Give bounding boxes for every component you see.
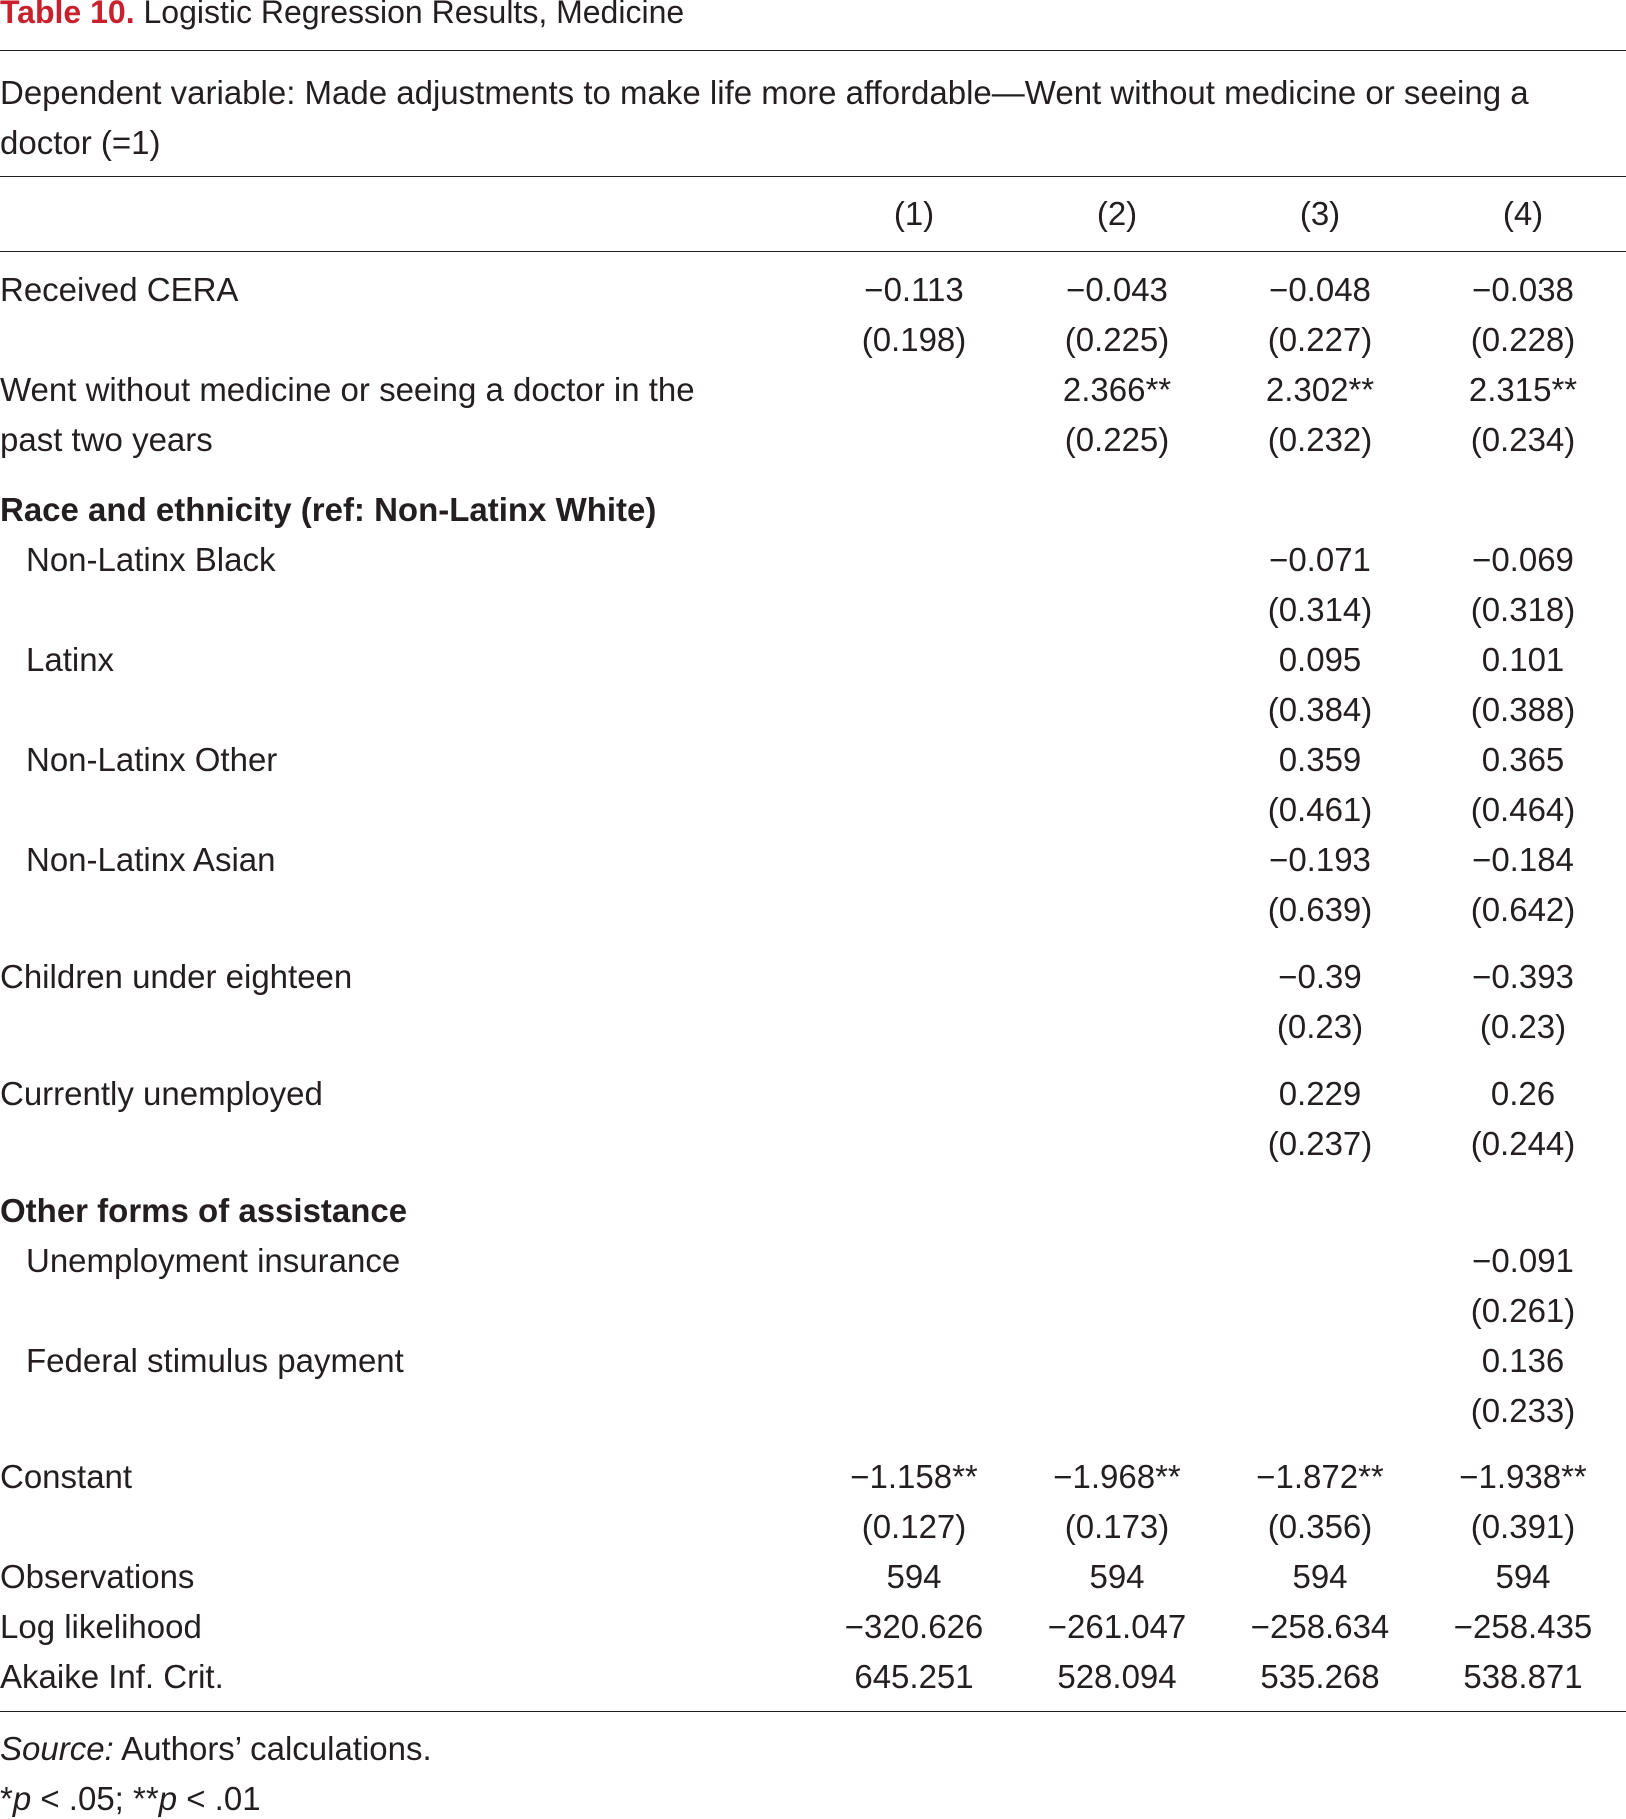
standard-error-cell: (0.127) [861, 1508, 967, 1545]
column-header-2: (2) [1096, 195, 1138, 232]
coefficient-cell: −320.626 [844, 1608, 984, 1645]
column-header-3: (3) [1299, 195, 1341, 232]
standard-error-cell: (0.198) [861, 321, 967, 358]
standard-error-cell: (0.642) [1470, 891, 1576, 928]
standard-error-cell: (0.232) [1267, 421, 1373, 458]
coefficient-cell: −0.048 [1269, 271, 1371, 308]
standard-error-cell: (0.244) [1470, 1125, 1576, 1162]
coefficient-cell: −0.113 [864, 271, 964, 308]
standard-error-cell: (0.228) [1470, 321, 1576, 358]
source-text: Authors’ calculations. [113, 1730, 432, 1767]
standard-error-cell: (0.391) [1470, 1508, 1576, 1545]
standard-error-cell: (0.23) [1479, 1008, 1567, 1045]
coefficient-cell: 594 [886, 1558, 942, 1595]
coefficient-cell: 0.229 [1278, 1075, 1362, 1112]
coefficient-cell: 0.26 [1490, 1075, 1556, 1112]
coefficient-cell: −1.872** [1256, 1458, 1384, 1495]
coefficient-cell: 2.366** [1062, 371, 1172, 408]
table-caption: Logistic Regression Results, Medicine [143, 0, 685, 30]
row-label: Went without medicine or seeing a doctor in the [0, 371, 695, 408]
coefficient-cell: 0.101 [1481, 641, 1565, 678]
row-label: past two years [0, 421, 213, 458]
column-header-1: (1) [893, 195, 935, 232]
coefficient-cell: −258.634 [1250, 1608, 1390, 1645]
coefficient-cell: −258.435 [1453, 1608, 1593, 1645]
row-label: Currently unemployed [0, 1075, 323, 1112]
coefficient-cell: −0.043 [1066, 271, 1168, 308]
dependent-variable-note: Dependent variable: Made adjustments to make life more affordable—Went without medicine or seeing a doctor (=1) [0, 74, 1529, 161]
coefficient-cell: −261.047 [1047, 1608, 1187, 1645]
significance-note: *p < .05; **p < .01 [0, 1780, 261, 1817]
standard-error-cell: (0.23) [1276, 1008, 1364, 1045]
header-bottom-rule [0, 251, 1626, 252]
bottom-rule [0, 1711, 1626, 1712]
coefficient-cell: −1.938** [1459, 1458, 1587, 1495]
row-label: Latinx [26, 641, 115, 678]
coefficient-cell: −1.968** [1053, 1458, 1181, 1495]
coefficient-cell: −0.091 [1472, 1242, 1574, 1279]
section-header: Other forms of assistance [0, 1192, 408, 1229]
row-label: Log likelihood [0, 1608, 202, 1645]
standard-error-cell: (0.261) [1470, 1292, 1576, 1329]
coefficient-cell: −0.39 [1278, 958, 1362, 995]
coefficient-cell: 0.095 [1278, 641, 1362, 678]
section-header: Race and ethnicity (ref: Non-Latinx White) [0, 491, 657, 528]
coefficient-cell: 0.365 [1481, 741, 1565, 778]
source-note [0, 1729, 432, 1769]
coefficient-cell: 0.359 [1278, 741, 1362, 778]
standard-error-cell: (0.464) [1470, 791, 1576, 828]
coefficient-cell: 594 [1089, 1558, 1145, 1595]
coefficient-cell: −0.193 [1269, 841, 1371, 878]
row-label: Children under eighteen [0, 958, 353, 995]
coefficient-cell: −0.038 [1472, 271, 1574, 308]
standard-error-cell: (0.639) [1267, 891, 1373, 928]
header-top-rule [0, 176, 1626, 177]
standard-error-cell: (0.388) [1470, 691, 1576, 728]
standard-error-cell: (0.233) [1470, 1392, 1576, 1429]
row-label: Federal stimulus payment [26, 1342, 404, 1379]
standard-error-cell: (0.318) [1470, 591, 1576, 628]
coefficient-cell: 538.871 [1463, 1658, 1583, 1695]
coefficient-cell: 528.094 [1057, 1658, 1177, 1695]
standard-error-cell: (0.234) [1470, 421, 1576, 458]
coefficient-cell: −0.071 [1269, 541, 1371, 578]
source-label: Source: [0, 1730, 114, 1767]
row-label: Unemployment insurance [26, 1242, 401, 1279]
coefficient-cell: 594 [1292, 1558, 1348, 1595]
row-label: Observations [0, 1558, 195, 1595]
row-label: Received CERA [0, 271, 239, 308]
row-label: Constant [0, 1458, 133, 1495]
table-number: Table 10. [0, 0, 135, 30]
column-header-4: (4) [1502, 195, 1544, 232]
standard-error-cell: (0.384) [1267, 691, 1373, 728]
row-label: Non-Latinx Black [26, 541, 276, 578]
coefficient-cell: −1.158** [850, 1458, 978, 1495]
coefficient-cell: −0.393 [1472, 958, 1574, 995]
top-rule [0, 50, 1626, 51]
coefficient-cell: 0.136 [1481, 1342, 1565, 1379]
standard-error-cell: (0.461) [1267, 791, 1373, 828]
coefficient-cell: 645.251 [854, 1658, 974, 1695]
standard-error-cell: (0.173) [1064, 1508, 1170, 1545]
row-label: Akaike Inf. Crit. [0, 1658, 224, 1695]
table-title [0, 0, 684, 32]
coefficient-cell: −0.184 [1472, 841, 1574, 878]
standard-error-cell: (0.356) [1267, 1508, 1373, 1545]
standard-error-cell: (0.237) [1267, 1125, 1373, 1162]
coefficient-cell: 535.268 [1260, 1658, 1380, 1695]
row-label: Non-Latinx Asian [26, 841, 276, 878]
standard-error-cell: (0.227) [1267, 321, 1373, 358]
standard-error-cell: (0.225) [1064, 321, 1170, 358]
coefficient-cell: 2.315** [1468, 371, 1578, 408]
coefficient-cell: 594 [1495, 1558, 1551, 1595]
standard-error-cell: (0.314) [1267, 591, 1373, 628]
coefficient-cell: −0.069 [1472, 541, 1574, 578]
coefficient-cell: 2.302** [1265, 371, 1375, 408]
row-label: Non-Latinx Other [26, 741, 278, 778]
standard-error-cell: (0.225) [1064, 421, 1170, 458]
